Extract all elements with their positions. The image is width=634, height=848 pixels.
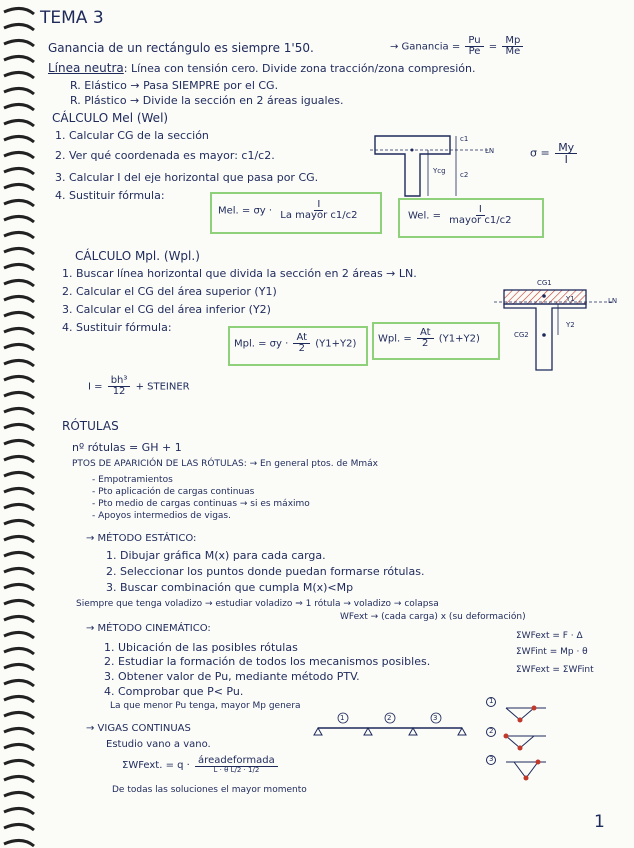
fig2-y2: Y2 bbox=[566, 321, 575, 329]
fig2-cg1: CG1 bbox=[537, 279, 552, 287]
spiral-ring bbox=[4, 56, 34, 62]
spiral-ring bbox=[4, 568, 34, 574]
heading-metodo-estatico: → MÉTODO ESTÁTICO: bbox=[86, 533, 197, 544]
fig2-y1: Y1 bbox=[566, 295, 575, 303]
fig1-ln: LN bbox=[485, 147, 495, 155]
spiral-ring bbox=[4, 24, 34, 30]
spiral-ring bbox=[4, 120, 34, 126]
vigas-sub: Estudio vano a vano. bbox=[106, 739, 211, 750]
rotulas-ptos: PTOS DE APARICIÓN DE LAS RÓTULAS: → En general ptos. de Mmáx bbox=[72, 459, 378, 469]
spiral-ring bbox=[4, 520, 34, 526]
spiral-ring bbox=[4, 584, 34, 590]
spiral-ring bbox=[4, 472, 34, 478]
spiral-ring bbox=[4, 200, 34, 206]
cinematico-eq: ΣWFint = Mp · θ bbox=[516, 647, 588, 657]
heading-metodo-cinematico: → MÉTODO CINEMÁTICO: bbox=[86, 623, 211, 634]
spiral-ring bbox=[4, 728, 34, 734]
inertia-formula: I = $\frac{\text{bh³}}{12}$ + STEINER bbox=[88, 375, 190, 397]
sigma-formula: σ = $\frac{My}{I}$ bbox=[530, 142, 579, 165]
r-elastico: R. Elástico → Pasa SIEMPRE por el CG. bbox=[70, 79, 279, 92]
mpl-step: 4. Sustituir fórmula: bbox=[62, 321, 172, 334]
spiral-ring bbox=[4, 808, 34, 814]
mel-step: 2. Ver qué coordenada es mayor: c1/c2. bbox=[55, 149, 275, 162]
cinematico-eq: ΣWFext = F · Δ bbox=[516, 631, 583, 641]
mechanism-label: 3 bbox=[489, 755, 494, 763]
rotulas-bullet: - Empotramientos bbox=[92, 475, 173, 485]
spiral-ring bbox=[4, 40, 34, 46]
spiral-ring bbox=[4, 136, 34, 142]
estatico-note: Siempre que tenga voladizo → estudiar voladizo ⇒ 1 rótula → voladizo → colapsa bbox=[76, 599, 439, 609]
vigas-note: De todas las soluciones el mayor momento bbox=[112, 785, 307, 795]
estatico-step: 3. Buscar combinación que cumpla M(x)<Mp bbox=[106, 581, 354, 594]
spiral-binding bbox=[0, 0, 40, 848]
vigas-formula: ΣWFext. = q · $\frac{\text{áreadeformada}}{\text{L · θ L/2 · 1/2}}$ bbox=[122, 756, 280, 774]
spiral-ring bbox=[4, 216, 34, 222]
t-section-plastic-figure bbox=[494, 280, 624, 375]
heading-vigas: → VIGAS CONTINUAS bbox=[86, 723, 191, 734]
heading-rotulas: RÓTULAS bbox=[62, 419, 119, 433]
page-title: TEMA 3 bbox=[40, 8, 104, 28]
span-label: 2 bbox=[387, 714, 392, 722]
spiral-ring bbox=[4, 552, 34, 558]
t-section-elastic-figure bbox=[370, 128, 500, 200]
heading-calc-mpl: CÁLCULO Mpl. (Wpl.) bbox=[75, 249, 200, 263]
spiral-ring bbox=[4, 648, 34, 654]
spiral-ring bbox=[4, 824, 34, 830]
span-label: 1 bbox=[340, 714, 345, 722]
spiral-ring bbox=[4, 840, 34, 846]
rotulas-count: nº rótulas = GH + 1 bbox=[72, 441, 182, 454]
fig1-c1: c1 bbox=[460, 135, 469, 143]
spiral-ring bbox=[4, 104, 34, 110]
fig2-ln: LN bbox=[608, 297, 618, 305]
cinematico-step: 1. Ubicación de las posibles rótulas bbox=[104, 641, 298, 654]
cinematico-step: 3. Obtener valor de Pu, mediante método PTV. bbox=[104, 670, 360, 683]
fig1-c2: c2 bbox=[460, 171, 469, 179]
spiral-ring bbox=[4, 168, 34, 174]
mpl-step: 2. Calcular el CG del área superior (Y1) bbox=[62, 285, 277, 298]
continuous-beam-diagram bbox=[312, 712, 472, 742]
fig2-cg2: CG2 bbox=[514, 331, 529, 339]
rotulas-bullet: - Pto medio de cargas continuas → si es máximo bbox=[92, 499, 310, 509]
estatico-wfext: WFext → (cada carga) x (su deformación) bbox=[340, 612, 526, 622]
intro-line: Ganancia de un rectángulo es siempre 1'50. bbox=[48, 41, 314, 55]
linea-neutra: Línea neutra: Línea con tensión cero. Divide zona tracción/zona compresión. bbox=[48, 61, 476, 75]
spiral-ring bbox=[4, 424, 34, 430]
estatico-step: 1. Dibujar gráfica M(x) para cada carga. bbox=[106, 549, 326, 562]
spiral-ring bbox=[4, 232, 34, 238]
mpl-step: 1. Buscar línea horizontal que divida la sección en 2 áreas → LN. bbox=[62, 267, 417, 280]
spiral-ring bbox=[4, 8, 34, 14]
mel-formula-box: Mel. = σy · $\frac{I}{\text{La mayor c1/c2}}$ bbox=[210, 192, 382, 234]
spiral-ring bbox=[4, 72, 34, 78]
spiral-ring bbox=[4, 360, 34, 366]
mpl-formula-box: Mpl. = σy · $\frac{At}{2}$ (Y1+Y2) bbox=[228, 326, 368, 366]
spiral-ring bbox=[4, 664, 34, 670]
spiral-ring bbox=[4, 312, 34, 318]
spiral-ring bbox=[4, 152, 34, 158]
spiral-ring bbox=[4, 760, 34, 766]
spiral-ring bbox=[4, 536, 34, 542]
mpl-step: 3. Calcular el CG del área inferior (Y2) bbox=[62, 303, 271, 316]
cinematico-eq: ΣWFext = ΣWFint bbox=[516, 665, 594, 675]
wpl-formula-box: Wpl. = $\frac{At}{2}$ (Y1+Y2) bbox=[372, 322, 500, 360]
ganancia-formula: → Ganancia = $\frac{Pu}{Pe}$ = $\frac{Mp}{Me}$ bbox=[390, 36, 525, 57]
estatico-step: 2. Seleccionar los puntos donde puedan formarse rótulas. bbox=[106, 565, 425, 578]
spiral-ring bbox=[4, 632, 34, 638]
rotulas-bullet: - Pto aplicación de cargas continuas bbox=[92, 487, 255, 497]
span-label: 3 bbox=[433, 714, 438, 722]
mechanisms-diagram bbox=[486, 696, 566, 786]
cinematico-step: 2. Estudiar la formación de todos los mecanismos posibles. bbox=[104, 655, 431, 668]
spiral-ring bbox=[4, 712, 34, 718]
mel-step: 1. Calcular CG de la sección bbox=[55, 129, 209, 142]
cinematico-note: La que menor Pu tenga, mayor Mp genera bbox=[110, 701, 301, 711]
r-plastico: R. Plástico → Divide la sección en 2 áreas iguales. bbox=[70, 94, 344, 107]
spiral-ring bbox=[4, 616, 34, 622]
page-number: 1 bbox=[594, 812, 605, 832]
spiral-ring bbox=[4, 328, 34, 334]
spiral-ring bbox=[4, 792, 34, 798]
rotulas-bullet: - Apoyos intermedios de vigas. bbox=[92, 511, 231, 521]
cinematico-step: 4. Comprobar que P< Pu. bbox=[104, 685, 244, 698]
spiral-ring bbox=[4, 184, 34, 190]
spiral-ring bbox=[4, 248, 34, 254]
spiral-ring bbox=[4, 296, 34, 302]
spiral-ring bbox=[4, 408, 34, 414]
spiral-ring bbox=[4, 440, 34, 446]
spiral-ring bbox=[4, 696, 34, 702]
spiral-ring bbox=[4, 776, 34, 782]
fig1-ycg: Ycg bbox=[433, 167, 446, 175]
spiral-ring bbox=[4, 264, 34, 270]
mel-step: 3. Calcular I del eje horizontal que pasa por CG. bbox=[55, 171, 319, 184]
spiral-ring bbox=[4, 392, 34, 398]
spiral-ring bbox=[4, 680, 34, 686]
wel-formula-box: Wel. = $\frac{I}{\text{mayor c1/c2}}$ bbox=[398, 198, 544, 238]
spiral-ring bbox=[4, 88, 34, 94]
mechanism-label: 2 bbox=[489, 727, 494, 735]
spiral-ring bbox=[4, 376, 34, 382]
spiral-ring bbox=[4, 456, 34, 462]
spiral-ring bbox=[4, 280, 34, 286]
mel-step: 4. Sustituir fórmula: bbox=[55, 189, 165, 202]
spiral-ring bbox=[4, 344, 34, 350]
heading-calc-mel: CÁLCULO Mel (Wel) bbox=[52, 111, 169, 125]
spiral-ring bbox=[4, 744, 34, 750]
spiral-ring bbox=[4, 504, 34, 510]
spiral-ring bbox=[4, 600, 34, 606]
spiral-ring bbox=[4, 488, 34, 494]
mechanism-label: 1 bbox=[489, 697, 494, 705]
